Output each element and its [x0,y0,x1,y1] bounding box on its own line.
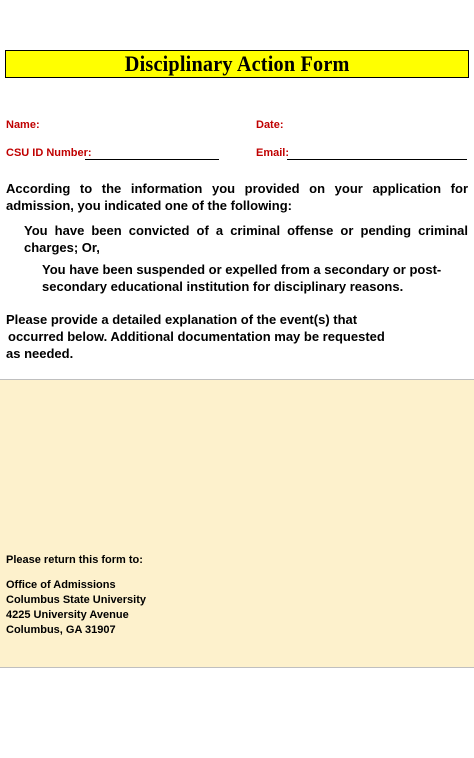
explanation-box[interactable] [0,379,474,668]
return-office: Office of Admissions [6,579,116,591]
name-label: Name: [6,119,40,131]
form-title: Disciplinary Action Form [124,51,350,76]
return-heading: Please return this form to: [6,554,143,566]
csu-id-field[interactable] [85,159,219,160]
csu-id-label: CSU ID Number: [6,147,92,159]
instruction-line-1: Please provide a detailed explanation of the event(s) that [6,312,358,327]
return-city: Columbus, GA 31907 [6,624,116,636]
intro-paragraph: According to the information you provided on your application for admission, you indicated one of the following: [6,181,468,213]
instruction-line-3: as needed. [6,346,74,361]
return-university: Columbus State University [6,594,146,606]
return-street: 4225 University Avenue [6,609,129,621]
option-suspended: You have been suspended or expelled from a secondary or post-secondary educational institution for disciplinary reasons. [42,262,442,294]
form-title-bar [5,50,469,78]
email-field[interactable] [287,159,467,160]
instruction-line-2: occurred below. Additional documentation may be requested [8,329,385,344]
email-label: Email: [256,147,290,159]
date-label: Date: [256,119,284,131]
option-convicted: You have been convicted of a criminal offense or pending criminal charges; Or, [24,223,468,255]
